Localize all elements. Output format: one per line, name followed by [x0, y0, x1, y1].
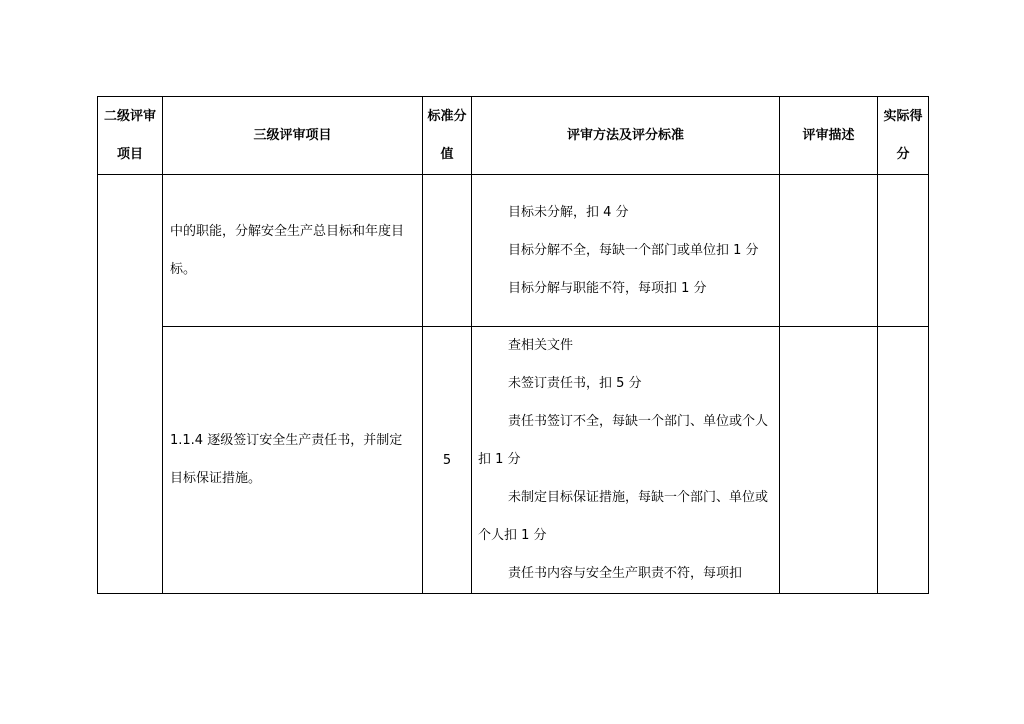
table-row [98, 175, 929, 327]
header-standard-score: 标准分值 [423, 97, 472, 175]
header-review-method: 评审方法及评分标准 [472, 97, 780, 175]
method-line: 责任书内容与安全生产职责不符，每项扣 [508, 566, 743, 581]
description-cell [780, 327, 878, 594]
header-level3-item: 三级评审项目 [163, 97, 423, 175]
table-row [98, 327, 929, 594]
description-cell [780, 175, 878, 327]
actual-score-cell [878, 175, 929, 327]
method-cell [472, 327, 780, 594]
method-line: 查相关文件 [508, 338, 574, 353]
score-cell [423, 175, 472, 327]
header-level2-item: 二级评审项目 [98, 97, 163, 175]
level3-cell: 1.1.4 逐级签订安全生产责任书，并制定目标保证措施。 [163, 327, 423, 594]
level2-cell [98, 175, 163, 594]
method-line: 目标分解与职能不符，每项扣 1 分 [508, 280, 707, 296]
level3-cell: 中的职能，分解安全生产总目标和年度目标。 [163, 175, 423, 327]
actual-score-cell [878, 327, 929, 594]
method-line: 未签订责任书，扣 5 分 [508, 376, 642, 391]
score-cell: 5 [423, 327, 472, 594]
method-cell [472, 175, 780, 327]
method-line: 目标未分解，扣 4 分 [508, 204, 629, 220]
method-line: 目标分解不全，每缺一个部门或单位扣 1 分 [508, 242, 759, 258]
header-review-description: 评审描述 [780, 97, 878, 175]
header-actual-score: 实际得分 [878, 97, 929, 175]
method-line: 未制定目标保证措施，每缺一个部门、单位或个人扣 1 分 [478, 490, 769, 543]
table-header-row [98, 97, 929, 175]
method-line: 责任书签订不全，每缺一个部门、单位或个人扣 1 分 [478, 414, 769, 467]
review-table [97, 96, 929, 594]
